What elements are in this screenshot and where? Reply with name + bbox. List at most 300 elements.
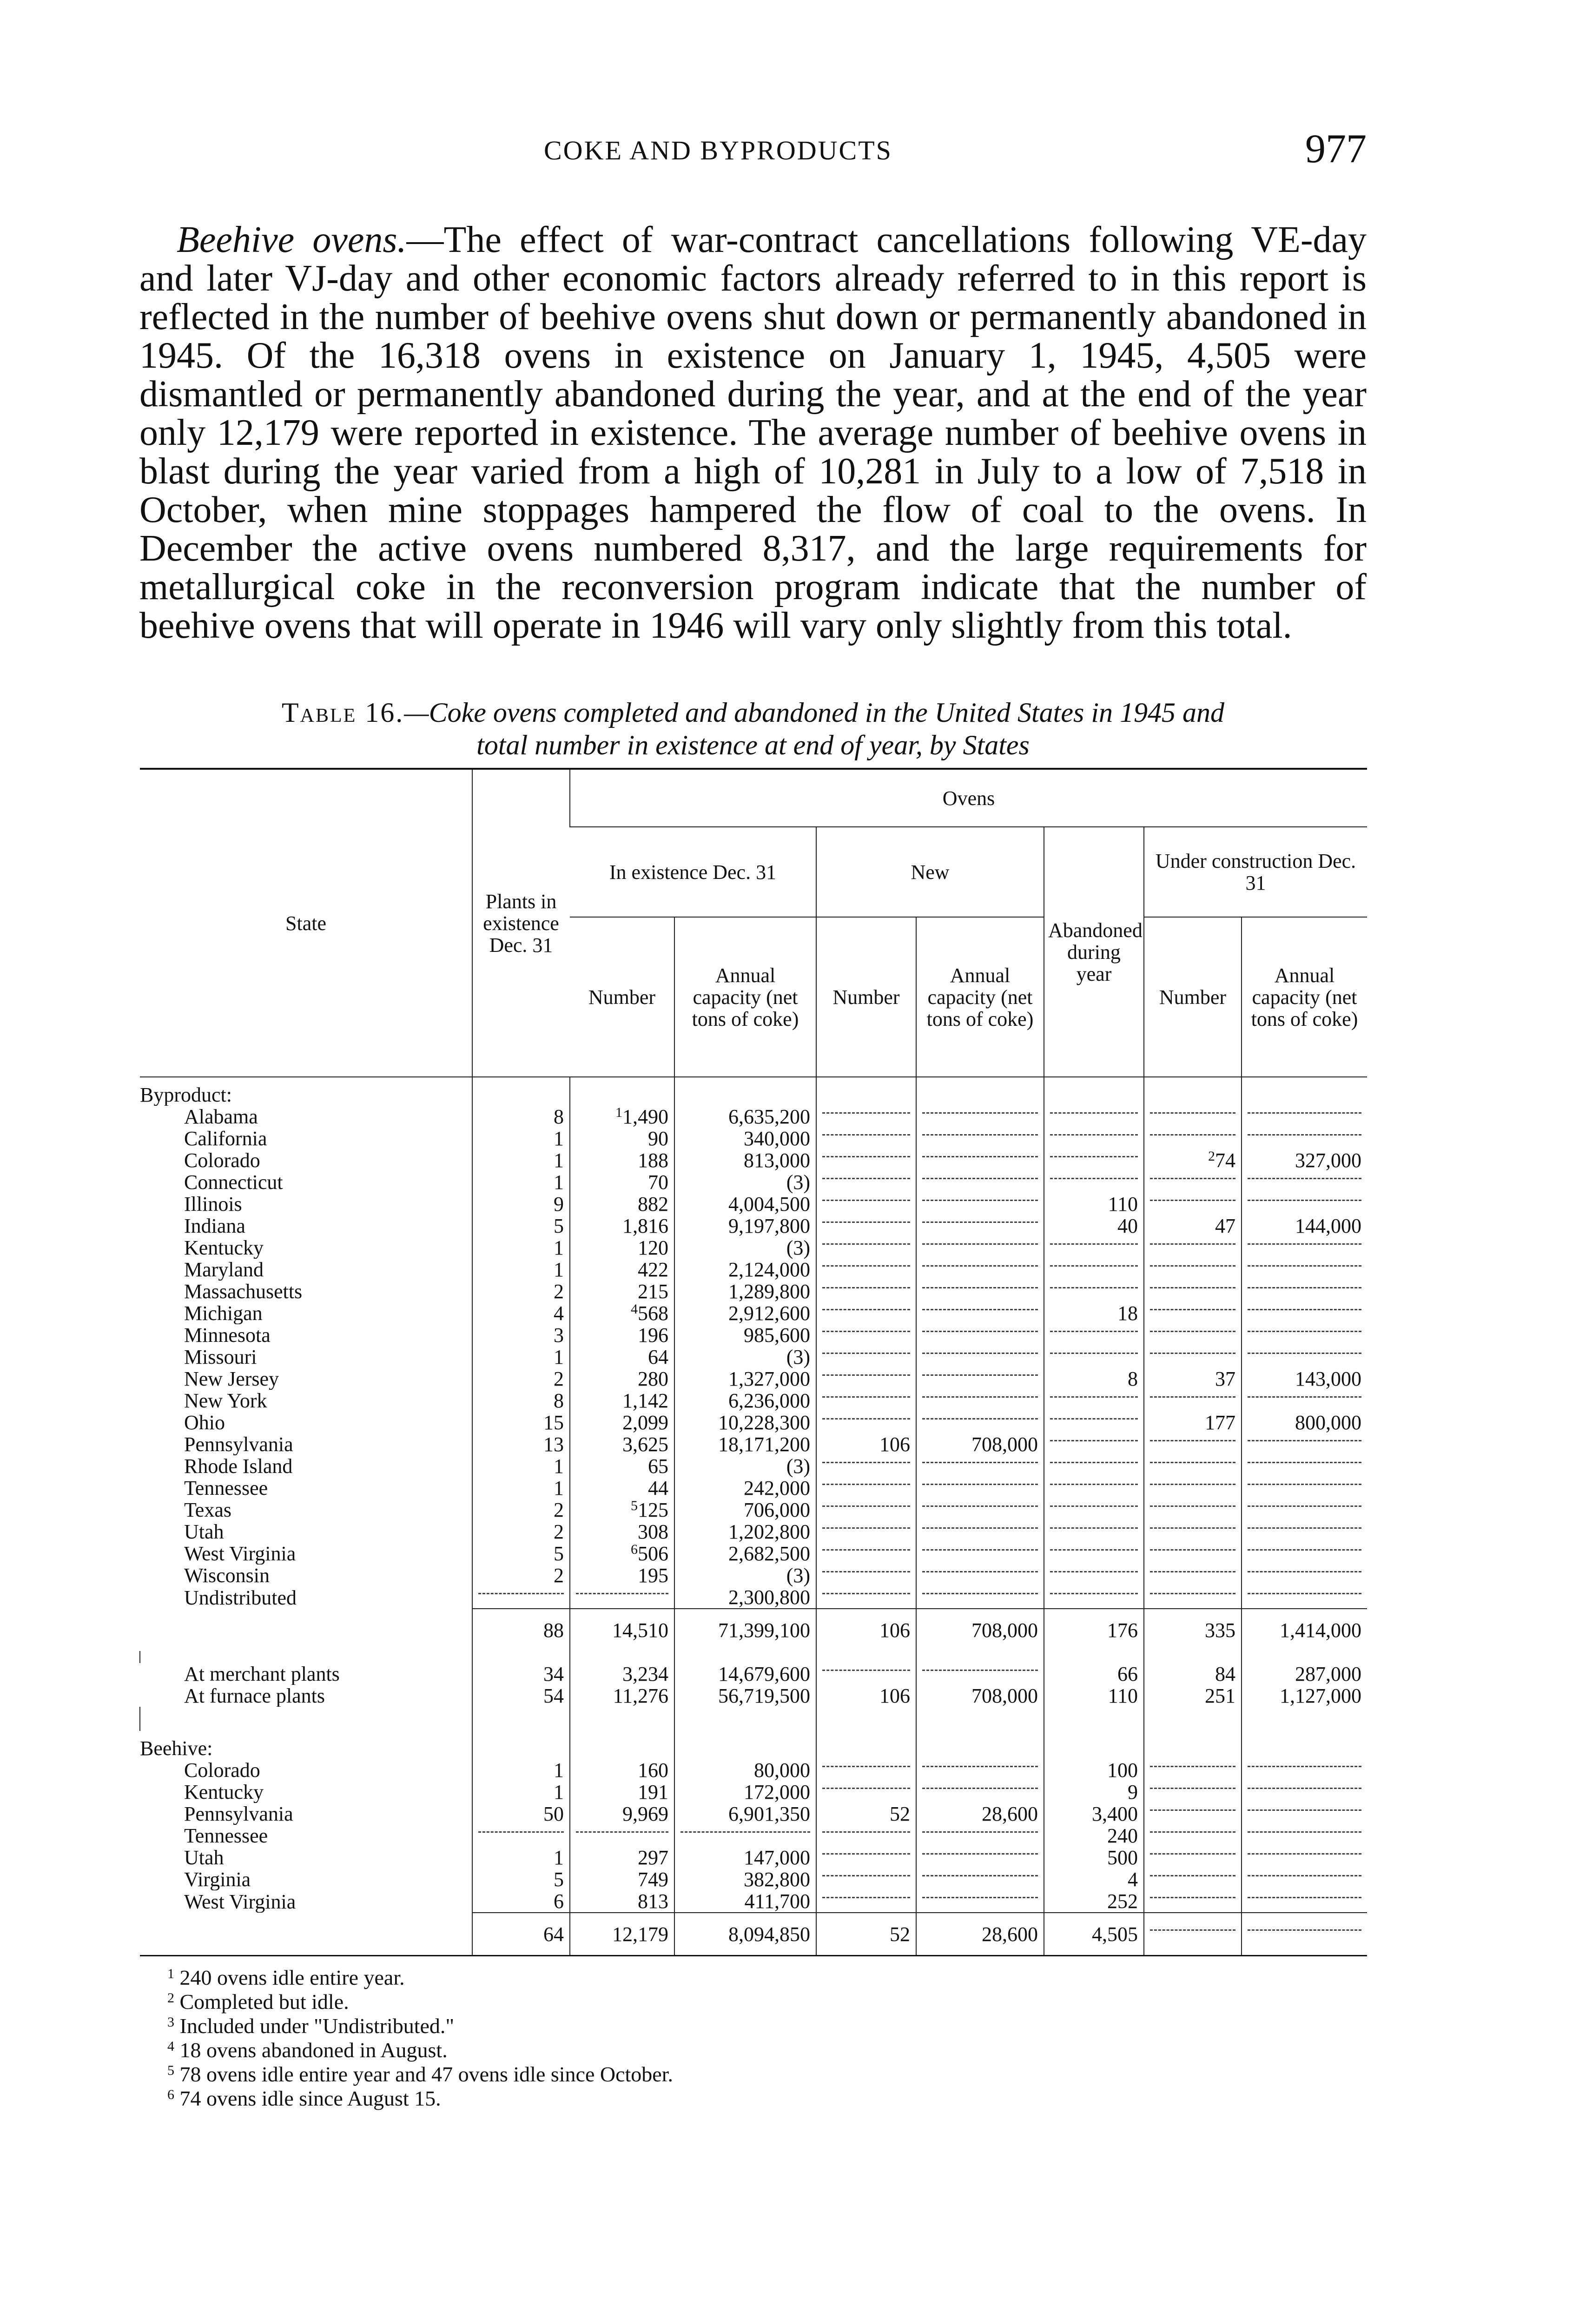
uc-capacity-cell: [1242, 1171, 1367, 1193]
existence-capacity-cell-value: 242,000: [744, 1477, 810, 1499]
new-capacity-cell-value: 28,600: [982, 1922, 1038, 1946]
new-capacity-cell: [916, 1759, 1044, 1781]
state-cell: [140, 1781, 472, 1803]
existence-number-cell: [570, 1847, 674, 1868]
existence-capacity-cell: [674, 1193, 816, 1215]
existence-capacity-cell: [674, 1237, 816, 1259]
group-label-label: Byproduct:: [140, 1083, 232, 1106]
existence-capacity-cell-value: 8,094,850: [728, 1922, 810, 1946]
footnote-mark: 5: [167, 2063, 174, 2078]
paragraph-lead: Beehive ovens.: [177, 219, 407, 260]
plants-cell: [472, 1890, 570, 1913]
new-number-cell: [816, 1609, 916, 1651]
existence-number-cell-value: 44: [648, 1477, 668, 1499]
existence-capacity-cell-value: 18,171,200: [718, 1433, 810, 1456]
plants-cell: [472, 1193, 570, 1215]
plants-cell: [472, 1685, 570, 1707]
plants-cell: [472, 1324, 570, 1346]
new-number-cell: [816, 1521, 916, 1543]
body-paragraph: [139, 221, 1367, 645]
uc-capacity-cell: [1242, 1543, 1367, 1565]
existence-capacity-cell-value: 1,289,800: [728, 1280, 810, 1303]
uc-number-cell: [1144, 1215, 1242, 1237]
empty-cell: [674, 1719, 816, 1731]
state-cell: [140, 1759, 472, 1781]
table-row: [140, 1346, 1367, 1368]
abandoned-cell: [1044, 1781, 1144, 1803]
state-cell: [140, 1825, 472, 1847]
state-cell: [140, 1128, 472, 1149]
uc-number-cell: [1144, 1368, 1242, 1390]
table-body: [140, 1077, 1367, 1956]
new-capacity-cell: [916, 1455, 1044, 1477]
header-plants: Plants in existence Dec. 31: [472, 769, 570, 1077]
abandoned-cell: [1044, 1913, 1144, 1956]
new-number-cell: [816, 1128, 916, 1149]
abandoned-cell: [1044, 1759, 1144, 1781]
existence-number-cell-value: 3,625: [622, 1433, 668, 1456]
footnote-text: Included under "Undistributed.": [179, 2014, 455, 2038]
uc-capacity-cell: [1242, 1759, 1367, 1781]
new-capacity-cell-value: 28,600: [982, 1802, 1038, 1825]
existence-capacity-cell-value: 2,300,800: [728, 1586, 810, 1609]
uc-capacity-cell-value: 287,000: [1295, 1663, 1362, 1685]
existence-capacity-cell-value: 14,679,600: [718, 1663, 810, 1685]
state-cell: [140, 1259, 472, 1281]
uc-number-cell: [1144, 1781, 1242, 1803]
plants-cell-value: 54: [543, 1684, 564, 1707]
state-cell-label: Connecticut: [184, 1171, 283, 1193]
table-row: [140, 1433, 1367, 1455]
new-capacity-cell: [916, 1825, 1044, 1847]
empty-cell: [570, 1707, 674, 1719]
plants-cell-value: 5: [554, 1215, 564, 1237]
table-row: [140, 1324, 1367, 1346]
new-number-cell-value: 106: [879, 1618, 910, 1642]
existence-number-cell-value: 1,142: [622, 1389, 668, 1412]
new-capacity-cell-value: 708,000: [971, 1684, 1038, 1707]
new-capacity-cell: [916, 1149, 1044, 1171]
new-number-cell: [816, 1781, 916, 1803]
existence-capacity-cell-value: 985,600: [744, 1324, 810, 1347]
uc-number-cell: [1144, 1499, 1242, 1521]
new-capacity-cell: [916, 1477, 1044, 1499]
existence-capacity-cell-value: 706,000: [744, 1499, 810, 1521]
footnotes: [139, 1966, 1367, 2111]
table-row: [140, 1302, 1367, 1324]
plants-cell: [472, 1847, 570, 1868]
uc-capacity-cell-value: 1,414,000: [1280, 1618, 1362, 1642]
existence-number-cell-value: 120: [638, 1236, 668, 1259]
state-cell-label: Utah: [184, 1521, 224, 1543]
uc-capacity-cell: [1242, 1663, 1367, 1685]
plants-cell-value: 1: [554, 1346, 564, 1368]
uc-number-cell-value: 74: [1215, 1149, 1235, 1172]
document-page: [139, 116, 1367, 2111]
uc-capacity-cell-value: 143,000: [1295, 1367, 1362, 1390]
uc-number-cell-value: 251: [1205, 1684, 1235, 1707]
existence-capacity-cell-value: 1,202,800: [728, 1520, 810, 1543]
new-capacity-cell: [916, 1193, 1044, 1215]
abandoned-cell-value: 176: [1107, 1618, 1138, 1642]
plants-cell: [472, 1565, 570, 1586]
abandoned-cell: [1044, 1477, 1144, 1499]
existence-number-cell-value: 196: [638, 1324, 668, 1347]
uc-capacity-cell-value: 327,000: [1295, 1149, 1362, 1172]
plants-cell-value: 5: [554, 1542, 564, 1565]
existence-capacity-cell-value: 2,124,000: [728, 1258, 810, 1281]
plants-cell-value: 64: [543, 1922, 564, 1946]
new-capacity-cell: [916, 1171, 1044, 1193]
empty-cell: [140, 1651, 472, 1663]
empty-cell: [472, 1077, 570, 1106]
empty-cell: [1242, 1651, 1367, 1663]
table-row: [140, 1586, 1367, 1609]
new-capacity-cell: [916, 1586, 1044, 1609]
uc-number-cell: [1144, 1685, 1242, 1707]
existence-number-cell: [570, 1913, 674, 1956]
plants-cell-value: 34: [543, 1663, 564, 1685]
table-row: [140, 1412, 1367, 1433]
new-capacity-cell: [916, 1106, 1044, 1128]
uc-capacity-cell-value: 1,127,000: [1280, 1684, 1362, 1707]
existence-capacity-cell-value: 2,912,600: [728, 1302, 810, 1325]
existence-capacity-cell-value: 56,719,500: [718, 1684, 810, 1707]
existence-capacity-cell: [674, 1324, 816, 1346]
existence-capacity-cell-value: 6,635,200: [728, 1105, 810, 1128]
abandoned-cell: [1044, 1149, 1144, 1171]
state-cell: [140, 1499, 472, 1521]
abandoned-cell-value: 500: [1107, 1846, 1138, 1869]
state-cell: [140, 1913, 472, 1956]
abandoned-cell: [1044, 1281, 1144, 1302]
existence-number-cell: [570, 1281, 674, 1302]
table-caption: [139, 696, 1367, 761]
empty-cell: [916, 1077, 1044, 1106]
state-cell-label: At furnace plants: [184, 1685, 325, 1707]
existence-capacity-cell: [674, 1412, 816, 1433]
existence-number-cell-value: 64: [648, 1346, 668, 1368]
existence-capacity-cell: [674, 1781, 816, 1803]
table-row: [140, 1913, 1367, 1956]
header-existence-capacity: Annual capacity (net tons of coke): [674, 917, 816, 1077]
paragraph-text: —The effect of war-contract cancellations following VE-day and later VJ-day and other economic factors already referred to in this report is reflected in the number of beehive ovens shut down or permanently abandoned in 1945. Of the 16,318 ovens in existence on January 1, 1945, 4,505 were dismantled or permanently abandoned during the year, and at the end of the year only 12,179 were reported in existence. The average number of beehive ovens in blast during the year varied from a high of 10,281 in July to a low of 7,518 in October, when mine stoppages hampered the flow of coal to the ovens. In December the active ovens numbered 8,317, and the large requirements for metallurgical coke in the reconversion program indicate that the number of beehive ovens that will operate in 1946 will vary only slightly from this total.: [139, 219, 1367, 646]
abandoned-cell: [1044, 1412, 1144, 1433]
new-number-cell: [816, 1759, 916, 1781]
new-number-cell: [816, 1868, 916, 1890]
abandoned-cell-value: 4: [1128, 1868, 1138, 1891]
uc-number-cell: [1144, 1868, 1242, 1890]
new-number-cell: [816, 1215, 916, 1237]
new-number-cell: [816, 1477, 916, 1499]
table-row: [140, 1609, 1367, 1651]
plants-cell-value: 1: [554, 1846, 564, 1869]
uc-number-cell: [1144, 1149, 1242, 1171]
abandoned-cell-value: 110: [1108, 1193, 1138, 1215]
new-capacity-cell: [916, 1890, 1044, 1913]
new-number-cell: [816, 1302, 916, 1324]
new-number-cell: [816, 1890, 916, 1913]
state-cell: [140, 1890, 472, 1913]
new-capacity-cell: [916, 1128, 1044, 1149]
abandoned-cell-value: 3,400: [1092, 1802, 1138, 1825]
existence-capacity-cell: [674, 1890, 816, 1913]
uc-capacity-cell: [1242, 1825, 1367, 1847]
footnote-ref: 1: [615, 1105, 622, 1120]
empty-cell: [1144, 1077, 1242, 1106]
existence-number-cell: [570, 1237, 674, 1259]
new-capacity-cell: [916, 1781, 1044, 1803]
uc-capacity-cell: [1242, 1412, 1367, 1433]
header-under-construction: Under construction Dec. 31: [1144, 827, 1367, 917]
plants-cell: [472, 1586, 570, 1609]
abandoned-cell-value: 4,505: [1092, 1922, 1138, 1946]
new-number-cell: [816, 1543, 916, 1565]
existence-number-cell: [570, 1543, 674, 1565]
table-row: [140, 1543, 1367, 1565]
new-number-cell: [816, 1324, 916, 1346]
table-row: [140, 1499, 1367, 1521]
state-cell: [140, 1586, 472, 1609]
state-cell-label: Michigan: [184, 1302, 263, 1324]
state-cell: [140, 1302, 472, 1324]
existence-capacity-cell-value: 147,000: [744, 1846, 810, 1869]
new-number-cell: [816, 1106, 916, 1128]
existence-number-cell-value: 188: [638, 1149, 668, 1172]
table-row: [140, 1368, 1367, 1390]
spacer-row: [140, 1651, 1367, 1663]
empty-cell: [674, 1707, 816, 1719]
abandoned-cell: [1044, 1825, 1144, 1847]
uc-number-cell: [1144, 1171, 1242, 1193]
plants-cell: [472, 1106, 570, 1128]
uc-number-cell: [1144, 1433, 1242, 1455]
header-existence-number: Number: [570, 917, 674, 1077]
existence-number-cell-value: 14,510: [612, 1618, 668, 1642]
table-row: [140, 1215, 1367, 1237]
abandoned-cell: [1044, 1215, 1144, 1237]
existence-number-cell-value: 65: [648, 1455, 668, 1478]
new-capacity-cell: [916, 1412, 1044, 1433]
new-number-cell-value: 52: [890, 1922, 910, 1946]
plants-cell: [472, 1259, 570, 1281]
new-number-cell: [816, 1259, 916, 1281]
state-cell-label: Indiana: [184, 1215, 245, 1237]
byproduct-label-row: [140, 1077, 1367, 1106]
plants-cell: [472, 1803, 570, 1825]
existence-capacity-cell-value: 411,700: [744, 1890, 810, 1913]
new-number-cell: [816, 1368, 916, 1390]
existence-number-cell-value: 422: [638, 1258, 668, 1281]
new-capacity-cell: [916, 1499, 1044, 1521]
new-capacity-cell: [916, 1368, 1044, 1390]
table-row: [140, 1759, 1367, 1781]
state-cell-label: Wisconsin: [184, 1565, 270, 1586]
plants-cell-value: 3: [554, 1324, 564, 1347]
empty-cell: [1144, 1719, 1242, 1731]
uc-number-cell: [1144, 1890, 1242, 1913]
footnote-text: 18 ovens abandoned in August.: [179, 2038, 448, 2062]
empty-cell: [816, 1077, 916, 1106]
new-number-cell-value: 52: [890, 1802, 910, 1825]
uc-number-cell: [1144, 1477, 1242, 1499]
abandoned-cell: [1044, 1890, 1144, 1913]
plants-cell-value: 1: [554, 1149, 564, 1172]
plants-cell: [472, 1412, 570, 1433]
uc-capacity-cell: [1242, 1847, 1367, 1868]
plants-cell: [472, 1302, 570, 1324]
empty-cell: [1144, 1731, 1242, 1759]
empty-cell: [472, 1731, 570, 1759]
existence-number-cell-value: 813: [638, 1890, 668, 1913]
state-cell: [140, 1171, 472, 1193]
empty-cell: [916, 1719, 1044, 1731]
state-cell-label: Maryland: [184, 1259, 264, 1281]
empty-cell: [1242, 1707, 1367, 1719]
abandoned-cell-value: 9: [1128, 1781, 1138, 1803]
existence-number-cell: [570, 1685, 674, 1707]
existence-number-cell: [570, 1455, 674, 1477]
footnote-ref: 5: [631, 1498, 638, 1513]
existence-capacity-cell-value: 340,000: [744, 1127, 810, 1150]
uc-number-cell-value: 37: [1215, 1367, 1235, 1390]
uc-capacity-cell: [1242, 1149, 1367, 1171]
existence-capacity-cell-value: (3): [786, 1564, 810, 1587]
new-capacity-cell: [916, 1390, 1044, 1412]
state-cell-label: Missouri: [184, 1346, 257, 1368]
new-number-cell: [816, 1390, 916, 1412]
existence-number-cell-value: 160: [638, 1759, 668, 1782]
footnote: [139, 1990, 1367, 2014]
new-number-cell: [816, 1913, 916, 1956]
new-capacity-cell: [916, 1324, 1044, 1346]
empty-cell: [1242, 1077, 1367, 1106]
uc-number-cell: [1144, 1455, 1242, 1477]
uc-capacity-cell: [1242, 1215, 1367, 1237]
new-capacity-cell-value: 708,000: [971, 1618, 1038, 1642]
abandoned-cell: [1044, 1685, 1144, 1707]
state-cell: [140, 1543, 472, 1565]
plants-cell-value: 1: [554, 1171, 564, 1194]
state-cell-label: California: [184, 1128, 267, 1149]
existence-number-cell: [570, 1259, 674, 1281]
existence-number-cell-value: 1,816: [622, 1215, 668, 1237]
uc-capacity-cell: [1242, 1302, 1367, 1324]
uc-number-cell-value: 177: [1205, 1411, 1235, 1434]
plants-cell: [472, 1825, 570, 1847]
plants-cell: [472, 1781, 570, 1803]
uc-number-cell: [1144, 1128, 1242, 1149]
state-cell-label: Ohio: [184, 1412, 225, 1433]
existence-capacity-cell-value: (3): [786, 1171, 810, 1194]
spacer-row: [140, 1707, 1367, 1719]
plants-cell-value: 50: [543, 1802, 564, 1825]
page-number: 977: [1305, 126, 1367, 172]
existence-number-cell: [570, 1759, 674, 1781]
state-cell: [140, 1281, 472, 1302]
uc-capacity-cell: [1242, 1586, 1367, 1609]
header-abandoned: Abandoned during year: [1044, 827, 1144, 1077]
existence-number-cell-value: 195: [638, 1564, 668, 1587]
new-number-cell: [816, 1825, 916, 1847]
plants-cell-value: 2: [554, 1367, 564, 1390]
abandoned-cell: [1044, 1586, 1144, 1609]
state-cell: [140, 1455, 472, 1477]
uc-number-cell-value: 84: [1215, 1663, 1235, 1685]
existence-number-cell: [570, 1586, 674, 1609]
uc-capacity-cell: [1242, 1609, 1367, 1651]
state-cell-label: New York: [184, 1390, 267, 1412]
uc-number-cell: [1144, 1759, 1242, 1781]
footnote-ref: 2: [1208, 1149, 1215, 1164]
existence-capacity-cell-value: 10,228,300: [718, 1411, 810, 1434]
uc-number-cell: [1144, 1586, 1242, 1609]
uc-capacity-cell: [1242, 1433, 1367, 1455]
existence-number-cell-value: 11,276: [613, 1684, 668, 1707]
existence-number-cell: [570, 1324, 674, 1346]
existence-capacity-cell: [674, 1825, 816, 1847]
abandoned-cell: [1044, 1868, 1144, 1890]
abandoned-cell-value: 100: [1107, 1759, 1138, 1782]
plants-cell-value: 2: [554, 1564, 564, 1587]
footnote-mark: 6: [167, 2087, 174, 2102]
existence-capacity-cell-value: 2,682,500: [728, 1542, 810, 1565]
empty-cell: [1144, 1651, 1242, 1663]
plants-cell-value: 1: [554, 1127, 564, 1150]
uc-number-cell: [1144, 1390, 1242, 1412]
new-number-cell-value: 106: [879, 1684, 910, 1707]
existence-number-cell-value: 749: [638, 1868, 668, 1891]
uc-capacity-cell: [1242, 1803, 1367, 1825]
state-cell: [140, 1237, 472, 1259]
empty-cell: [570, 1731, 674, 1759]
empty-cell: [140, 1719, 472, 1731]
existence-capacity-cell: [674, 1455, 816, 1477]
state-cell-label: West Virginia: [184, 1543, 296, 1565]
empty-cell: [916, 1707, 1044, 1719]
plants-cell-value: 1: [554, 1236, 564, 1259]
table-row: [140, 1781, 1367, 1803]
empty-cell: [816, 1651, 916, 1663]
new-capacity-cell: [916, 1847, 1044, 1868]
uc-number-cell-value: 335: [1205, 1618, 1235, 1642]
footnote-mark: 4: [167, 2039, 174, 2054]
state-cell: [140, 1346, 472, 1368]
new-number-cell: [816, 1803, 916, 1825]
table-row: [140, 1825, 1367, 1847]
empty-cell: [816, 1731, 916, 1759]
plants-cell: [472, 1215, 570, 1237]
uc-number-cell: [1144, 1412, 1242, 1433]
existence-capacity-cell-value: 813,000: [744, 1149, 810, 1172]
existence-number-cell: [570, 1890, 674, 1913]
existence-number-cell: [570, 1825, 674, 1847]
empty-cell: [1044, 1651, 1144, 1663]
uc-capacity-cell: [1242, 1521, 1367, 1543]
table-row: [140, 1259, 1367, 1281]
new-capacity-cell: [916, 1259, 1044, 1281]
uc-capacity-cell: [1242, 1106, 1367, 1128]
existence-capacity-cell-value: (3): [786, 1455, 810, 1478]
existence-number-cell: [570, 1609, 674, 1651]
uc-number-cell: [1144, 1913, 1242, 1956]
state-cell-label: West Virginia: [184, 1890, 296, 1913]
plants-cell: [472, 1521, 570, 1543]
abandoned-cell: [1044, 1847, 1144, 1868]
plants-cell: [472, 1281, 570, 1302]
empty-cell: [816, 1707, 916, 1719]
empty-cell: [916, 1651, 1044, 1663]
